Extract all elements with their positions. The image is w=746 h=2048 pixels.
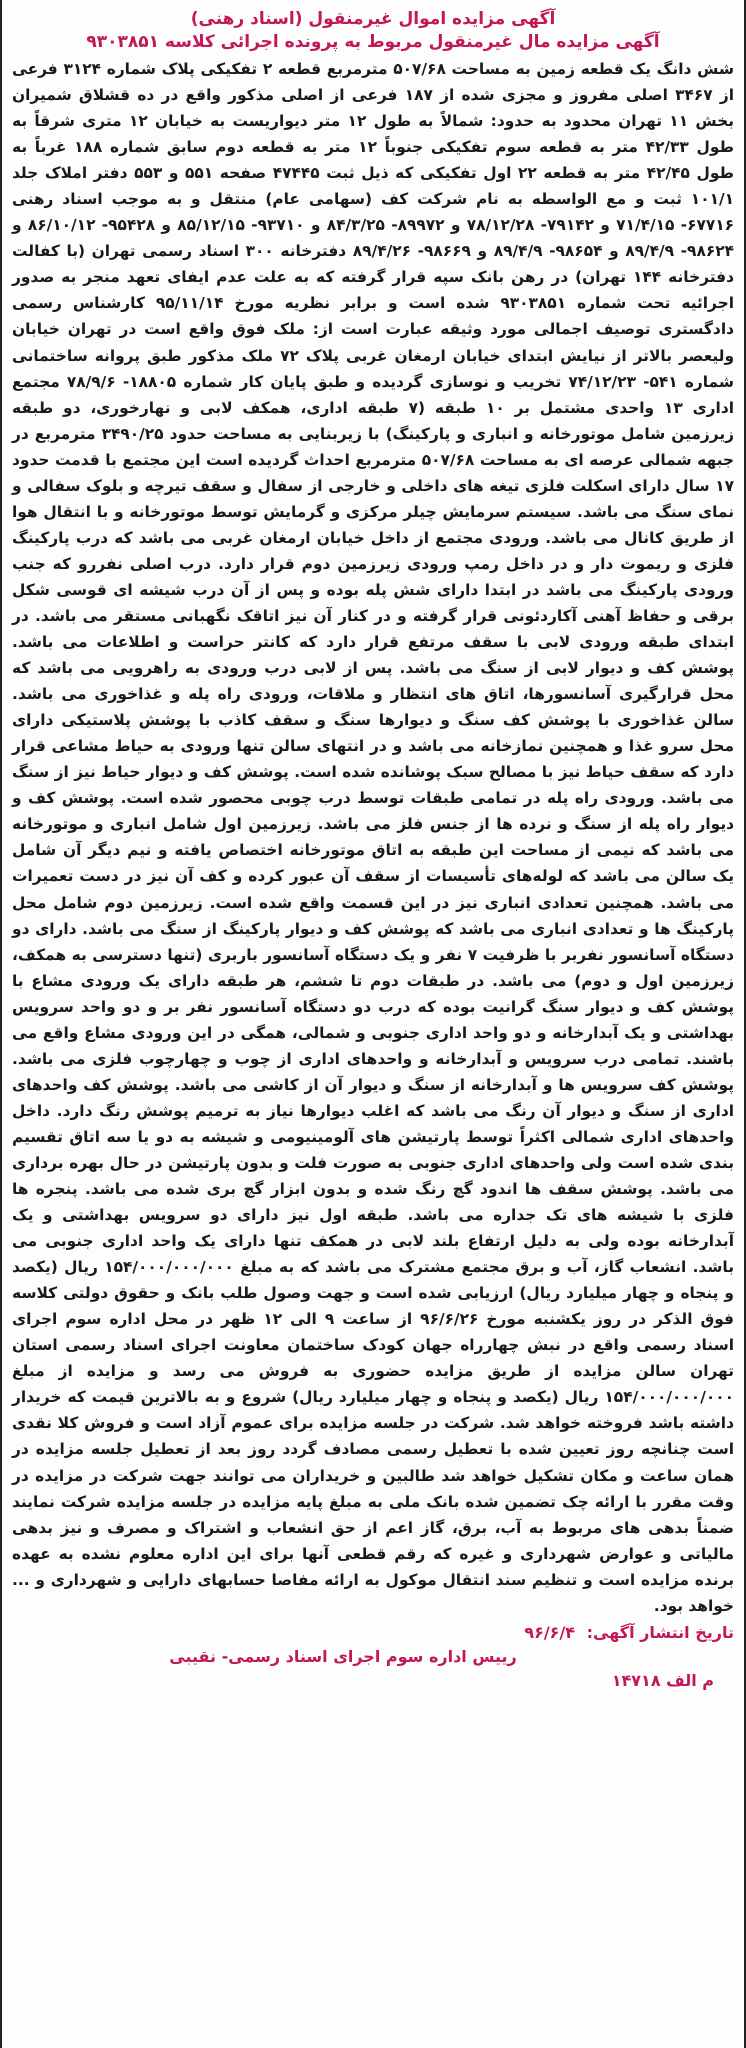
publish-date-line <box>12 1621 734 1645</box>
publish-date-value: ۹۶/۶/۴ <box>524 1622 576 1642</box>
notice-code: م الف ۱۴۷۱۸ <box>611 1670 714 1690</box>
notice-subtitle: آگهی مزایده مال غیرمنقول مربوط به پرونده اجرائی کلاسه ۹۳۰۳۸۵۱ <box>86 32 660 52</box>
notice-body: شش دانگ یک قطعه زمین به مساحت ۵۰۷/۶۸ مترمربع قطعه ۲ تفکیکی پلاک شماره ۳۱۲۴ فرعی از ۳۴۶۷ اصلی مفروز و مجزی شده از ۱۸۷ فرعی از اصلی مذکور واقع در ده قشلاق شمیران بخش ۱۱ تهران محدود به حدود: شمالاً به طول ۱۲ متر دیواریست به خیابان ۱۲ متری شرقاً به طول ۴۲/۳۳ متر به قطعه سوم تفکیکی جنوباً ۱۲ متر به قطعه دوم سابق شماره ۱۸۸ غرباً به طول ۴۲/۴۵ متر به قطعه ۲۲ اول تفکیکی که ذیل ثبت ۴۷۴۴۵ صفحه ۵۵۱ و ۵۵۳ دفتر املاک جلد ۱۰۱/۱ ثبت و مع الواسطه به نام شرکت کف (سهامی عام) منتقل و به موجب اسناد رهنی ۶۷۷۱۶- ۷۱/۴/۱۵ و ۷۹۱۴۲- ۷۸/۱۲/۲۸ و ۸۹۹۷۲- ۸۴/۳/۲۵ و ۹۳۷۱۰- ۸۵/۱۲/۱۵ و ۹۵۴۲۸- ۸۶/۱۰/۱۲ و ۹۸۶۲۴- ۸۹/۴/۹ و ۹۸۶۵۴- ۸۹/۴/۹ و ۹۸۶۶۹- ۸۹/۴/۲۶ دفترخانه ۳۰۰ اسناد رسمی تهران (با کفالت دفترخانه ۱۴۴ تهران) در رهن بانک سپه قرار گرفته که به علت عدم ایفای تعهد منجر به صدور اجرائیه تحت شماره ۹۳۰۳۸۵۱ شده است و برابر نظریه مورخ ۹۵/۱۱/۱۴ کارشناس رسمی دادگستری توصیف اجمالی مورد وثیقه عبارت است از: ملک فوق واقع است در تهران خیابان ولیعصر بالاتر از نیایش ابتدای خیابان ارمغان غربی پلاک ۷۲ ملک مذکور طبق پروانه ساختمانی شماره ۵۴۱- ۷۴/۱۲/۲۳ تخریب و نوسازی گردیده و طبق پایان کار شماره ۱۸۸۰۵- ۷۸/۹/۶ مجتمع اداری ۱۳ واحدی مشتمل بر ۱۰ طبقه (۷ طبقه اداری، همکف لابی و نهارخوری، دو طبقه زیرزمین شامل موتورخانه و انباری و پارکینگ) با زیربنایی به مساحت حدود ۳۴۹۰/۲۵ مترمربع در جبهه شمالی عرصه ای به مساحت ۵۰۷/۶۸ مترمربع احداث گردیده است این مجتمع با قدمت حدود ۱۷ سال دارای اسکلت فلزی تیغه های داخلی و خارجی از سفال و سقف تیرچه و بلوک سفالی و نمای سنگ می باشد. سیستم سرمایش چیلر مرکزی و گرمایش توسط موتورخانه و با انتقال هوا از طریق کانال می باشد. ورودی مجتمع از داخل خیابان ارمغان غربی می باشد که درب پارکینگ فلزی و ریموت دار و در داخل رمپ ورودی زیرزمین دوم قرار دارد. درب اصلی نفررو که جنب ورودی پارکینگ می باشد در ابتدا دارای شش پله بوده و پس از آن درب شیشه ای قوسی شکل برقی و حفاظ آهنی آکاردئونی قرار گرفته و در کنار آن نیز اتاقک نگهبانی مستقر می باشد. در ابتدای طبقه ورودی لابی با سقف مرتفع قرار دارد که کانتر حراست و اطلاعات می باشد. پوشش کف و دیوار لابی از سنگ می باشد. پس از لابی درب ورودی به راهرویی می باشد که محل قرارگیری آسانسورها، اتاق های انتظار و ملاقات، ورودی راه پله و غذاخوری می باشد. سالن غذاخوری با پوشش کف سنگ و دیوارها سنگ و سقف کاذب با پوشش پلاستیکی دارای محل سرو غذا و همچنین نمازخانه می باشد و در انتهای سالن تنها ورودی به حیاط مشاعی قرار دارد که سقف حیاط نیز با مصالح سبک پوشانده شده است. پوشش کف و دیوار حیاط نیز از سنگ می باشد. ورودی راه پله در تمامی طبقات توسط درب چوبی محصور شده است. پوشش کف و دیوار راه پله از سنگ و نرده ها از جنس فلز می باشد. زیرزمین اول شامل انباری و موتورخانه می باشد که نیمی از مساحت این طبقه به اتاق موتورخانه اختصاص یافته و نیم دیگر آن شامل یک سالن می باشد که لوله‌های تأسیسات از سقف آن عبور کرده و کف آن نیز در دست تعمیرات می باشد. همچنین تعدادی انباری نیز در این قسمت واقع شده است. زیرزمین دوم شامل محل پارکینگ ها و تعدادی انباری می باشد که پوشش کف و دیوار پارکینگ از سنگ می باشد. دارای دو دستگاه آسانسور نفربر با ظرفیت ۷ نفر و یک دستگاه آسانسور باربری (تنها دسترسی به همکف، زیرزمین اول و دوم) می باشد. در طبقات دوم تا ششم، هر طبقه دارای یک ورودی مشاع با پوشش کف و دیوار سنگ گرانیت بوده که درب دو دستگاه آسانسور نفر بر و دو واحد سرویس بهداشتی و یک آبدارخانه و دو واحد اداری جنوبی و شمالی، همگی در این ورودی مشاع واقع می باشند. تمامی درب سرویس و آبدارخانه و واحدهای اداری از چوب و چهارچوب فلزی می باشد. پوشش کف سرویس ها و آبدارخانه از سنگ و دیوار آن از کاشی می باشد. پوشش کف واحدهای اداری از سنگ و دیوار آن رنگ می باشد که اغلب دیوارها نیاز به ترمیم پوشش رنگ دارد. داخل واحدهای اداری شمالی اکثراً توسط پارتیشن های آلومینیومی و شیشه به دو یا سه اتاق تقسیم بندی شده است ولی واحدهای اداری جنوبی به صورت فلت و بدون پارتیشن در حال بهره برداری می باشد. پوشش سقف ها اندود گچ رنگ شده و بدون ابزار گچ بری شده می باشد. پنجره ها فلزی با شیشه های تک جداره می باشد. طبقه اول نیز دارای دو سرویس بهداشتی و یک آبدارخانه بوده ولی به دلیل ارتفاع بلند لابی در همکف تنها دارای یک واحد اداری جنوبی می باشد. انشعاب گاز، آب و برق مجتمع مشترک می باشد که به مبلغ ۱۵۴/۰۰۰/۰۰۰/۰۰۰ ریال (یکصد و پنجاه و چهار میلیارد ریال) ارزیابی شده است و جهت وصول طلب بانک و حقوق دولتی کلاسه فوق الذکر در روز یکشنبه مورخ ۹۶/۶/۲۶ از ساعت ۹ الی ۱۲ ظهر در محل اداره سوم اجرای اسناد رسمی واقع در نبش چهارراه جهان کودک ساختمان معاونت اجرای اسناد رسمی استان تهران سالن مزایده از طریق مزایده حضوری به فروش می رسد و مزایده از مبلغ ۱۵۴/۰۰۰/۰۰۰/۰۰۰ ریال (یکصد و پنجاه و چهار میلیارد ریال) شروع و به بالاترین قیمت که خریدار داشته باشد فروخته خواهد شد. شرکت در جلسه مزایده برای عموم آزاد است و فروش کلا نقدی است چنانچه روز تعیین شده با تعطیل رسمی مصادف گردد روز بعد از تعطیل جلسه مزایده در همان ساعت و مکان تشکیل خواهد شد طالبین و خریداران می توانند جهت شرکت در مزایده در وقت مقرر با ارائه چک تضمین شده بانک ملی به مبلغ پایه مزایده در جلسه مزایده شرکت نمایند ضمناً بدهی های مربوط به آب، برق، گاز اعم از حق انشعاب و اشتراک و مصرف و نیز بدهی مالیاتی و عوارض شهرداری و غیره که رقم قطعی آنها برای این اداره معلوم نشده به عهده برنده مزایده است و تنظیم سند انتقال موکول به ارائه مفاصا حسابهای دارایی و شهرداری و ... خواهد بود. <box>12 60 735 1615</box>
notice-title: آگهی مزایده اموال غیرمنقول (اسناد رهنی) <box>190 9 556 29</box>
notice-footer <box>12 1621 734 1693</box>
signature-line: رییس اداره سوم اجرای اسناد رسمی- نقیبی <box>169 1646 517 1666</box>
publish-date-label: تاریخ انتشار آگهی: <box>586 1622 734 1642</box>
